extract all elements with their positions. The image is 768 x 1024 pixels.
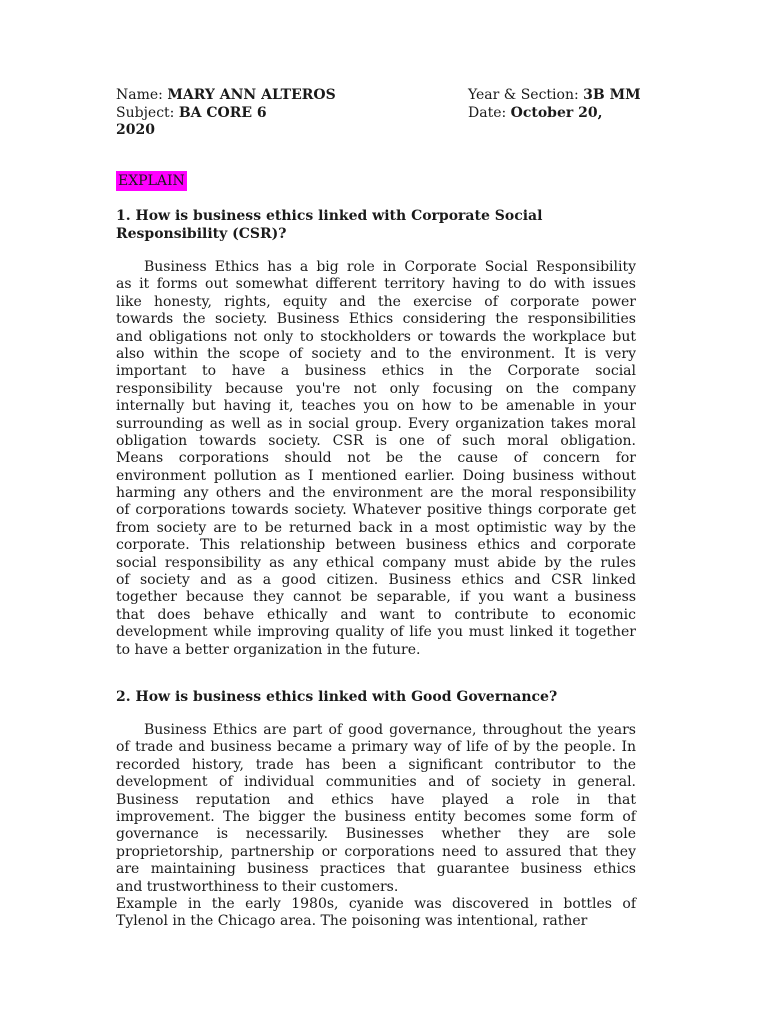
- paragraph-line: responsibility because you're not only focusing on the company: [116, 380, 636, 397]
- paragraph-line: as it forms out somewhat different territory having to do with issues: [116, 276, 636, 293]
- paragraph-line: improvement. The bigger the business entity becomes some form of: [116, 808, 636, 825]
- paragraph-line: and obligations not only to stockholders or towards the workplace but: [116, 328, 636, 345]
- paragraph-line: obligation towards society. CSR is one of such moral obligation.: [116, 432, 636, 449]
- paragraph-line: like honesty, rights, equity and the exercise of corporate power: [116, 293, 636, 310]
- question-1-heading: [116, 208, 636, 243]
- answer-2-paragraph: [116, 722, 636, 931]
- paragraph-line: of trade and business became a primary way of life of by the people. In: [116, 739, 636, 756]
- subject-row: [116, 105, 267, 121]
- paragraph-line: that does behave ethically and want to contribute to economic: [116, 606, 636, 623]
- paragraph-line: Business Ethics has a big role in Corporate Social Responsibility: [144, 259, 636, 275]
- paragraph-line: Example in the early 1980s, cyanide was discovered in bottles of: [116, 895, 636, 912]
- paragraph-line: together because they cannot be separable, if you want a business: [116, 589, 636, 606]
- paragraph-line: Means corporations should not be the cause of concern for: [116, 450, 636, 467]
- paragraph-line: important to have a business ethics in the Corporate social: [116, 363, 636, 380]
- date-label: Date:: [468, 105, 507, 121]
- paragraph-line: from society are to be returned back in a most optimistic way by the: [116, 519, 636, 536]
- paragraph-line: development of individual communities and of society in general.: [116, 774, 636, 791]
- subject-label: Subject:: [116, 105, 175, 121]
- date-row: [468, 105, 602, 121]
- year-section-value: 3B MM: [583, 87, 641, 103]
- paragraph-line: corporate. This relationship between business ethics and corporate: [116, 537, 636, 554]
- paragraph-line: Tylenol in the Chicago area. The poisoning was intentional, rather: [116, 913, 588, 930]
- question-1-line-2: Responsibility (CSR)?: [116, 225, 287, 242]
- paragraph-line: environment pollution as I mentioned earlier. Doing business without: [116, 467, 636, 484]
- name-value: MARY ANN ALTEROS: [167, 87, 336, 103]
- name-row: [116, 87, 336, 103]
- question-2-line-1: 2. How is business ethics linked with Good Governance?: [116, 689, 558, 705]
- paragraph-line: recorded history, trade has been a significant contributor to the: [116, 756, 636, 773]
- name-label: Name:: [116, 87, 163, 103]
- paragraph-line: Business reputation and ethics have played a role in that: [116, 791, 636, 808]
- date-value-continued: 2020: [116, 122, 155, 138]
- paragraph-line: and trustworthiness to their customers.: [116, 878, 399, 895]
- paragraph-line: harming any others and the environment are the moral responsibility: [116, 485, 636, 502]
- paragraph-line: of society and as a good citizen. Business ethics and CSR linked: [116, 572, 636, 589]
- paragraph-line: towards the society. Business Ethics considering the responsibilities: [116, 311, 636, 328]
- year-section-row: [468, 87, 641, 103]
- explain-highlight: EXPLAIN: [118, 173, 185, 189]
- paragraph-line: social responsibility as any ethical company must abide by the rules: [116, 554, 636, 571]
- paragraph-line: internally but having it, teaches you on how to be amenable in your: [116, 398, 636, 415]
- paragraph-line: to have a better organization in the future.: [116, 641, 421, 658]
- date-value: October 20,: [510, 105, 603, 121]
- paragraph-line: surrounding as well as in social group. Every organization takes moral: [116, 415, 636, 432]
- year-section-label: Year & Section:: [468, 87, 579, 103]
- answer-1-paragraph: [116, 259, 636, 659]
- paragraph-line: are maintaining business practices that guarantee business ethics: [116, 861, 636, 878]
- paragraph-line: Business Ethics are part of good governance, throughout the years: [144, 722, 636, 738]
- paragraph-line: also within the scope of society and to the environment. It is very: [116, 345, 636, 362]
- paragraph-line: development while improving quality of life you must linked it together: [116, 624, 636, 641]
- subject-value: BA CORE 6: [178, 105, 267, 121]
- question-1-line-1: 1. How is business ethics linked with Corporate Social: [116, 208, 543, 224]
- paragraph-line: proprietorship, partnership or corporations need to assured that they: [116, 843, 636, 860]
- question-2-heading: [116, 689, 636, 707]
- paragraph-line: of corporations towards society. Whatever positive things corporate get: [116, 502, 636, 519]
- paragraph-line: governance is necessarily. Businesses whether they are sole: [116, 826, 636, 843]
